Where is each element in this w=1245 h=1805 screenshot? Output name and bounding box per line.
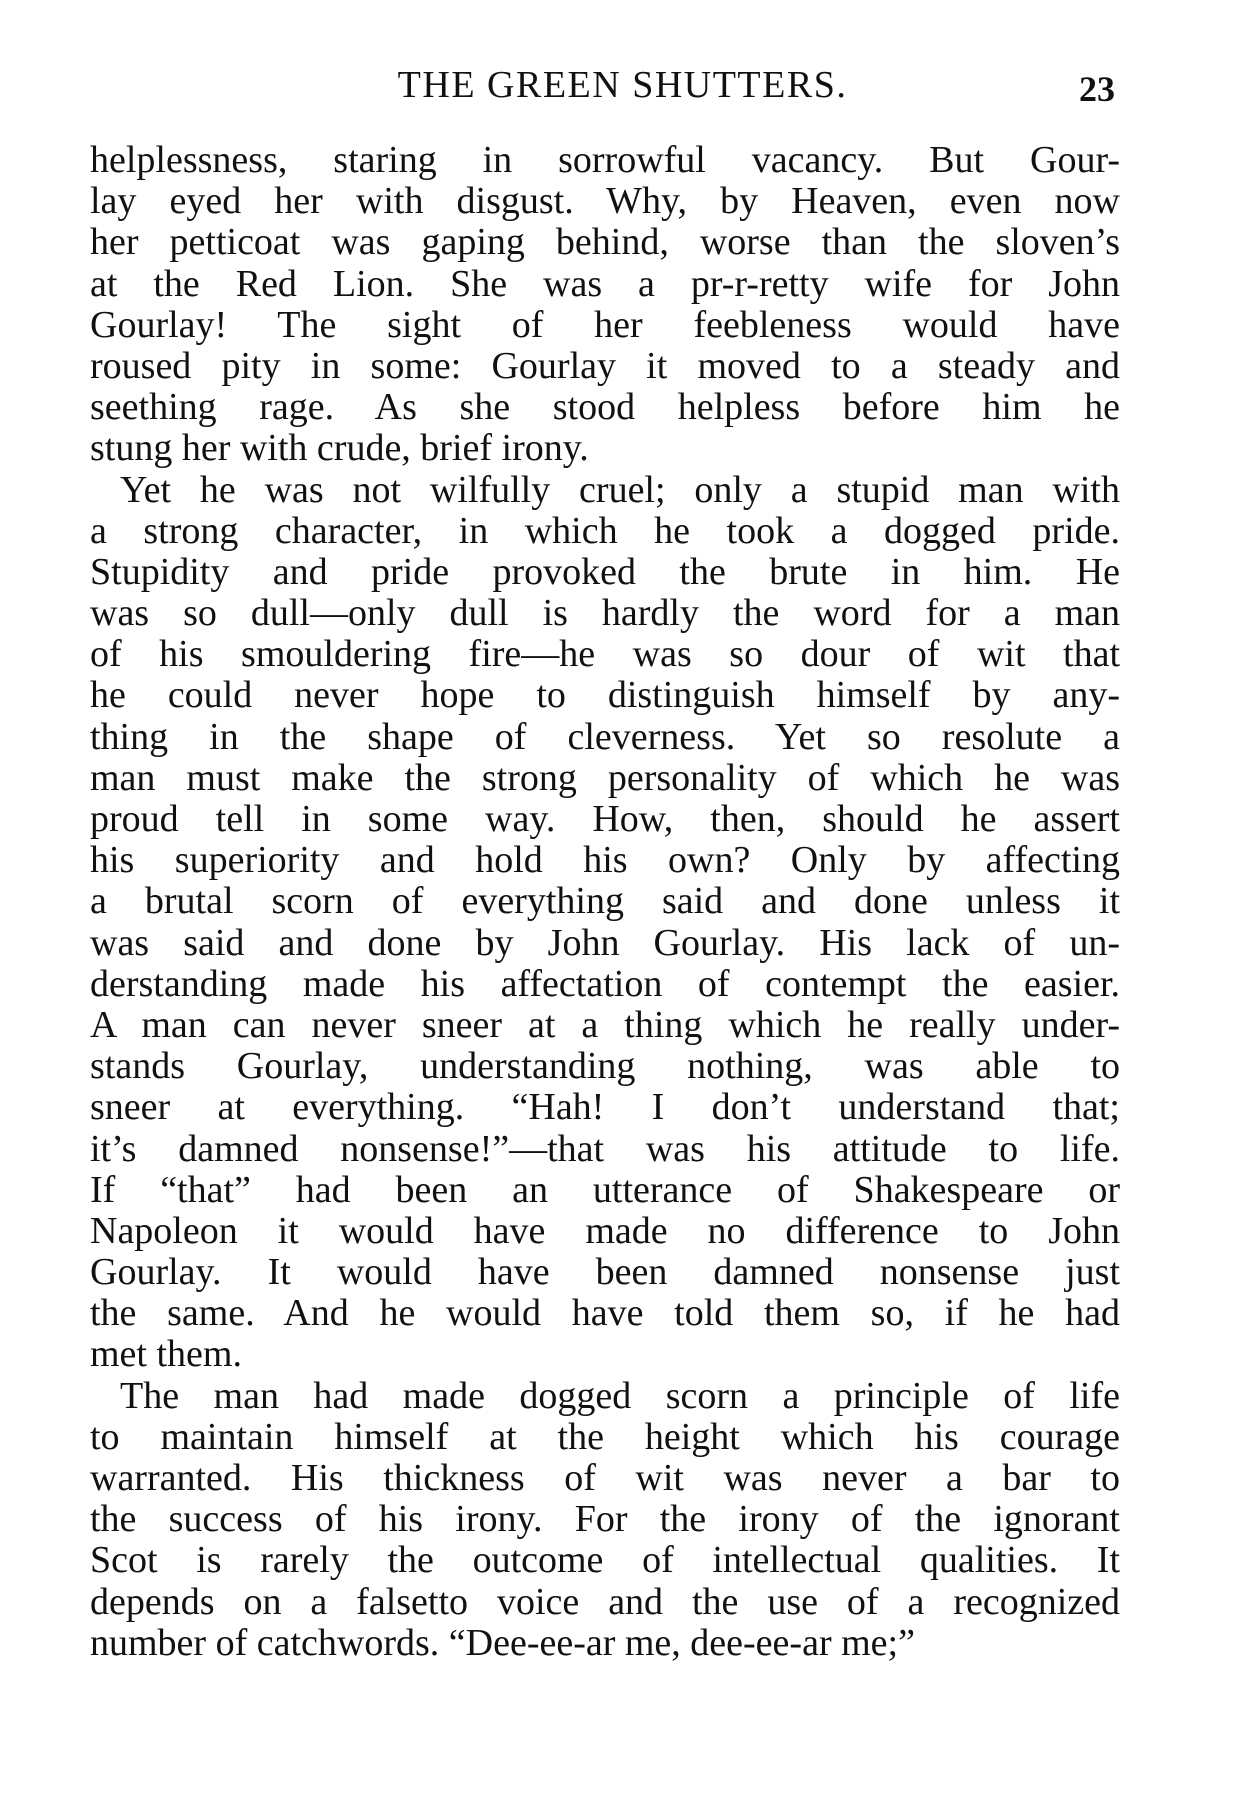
text-line: her petticoat was gaping behind, worse than the sloven’s: [90, 222, 1120, 264]
text-line: of his smouldering fire—he was so dour of wit that: [90, 634, 1120, 676]
text-line: thing in the shape of cleverness. Yet so resolute a: [90, 716, 1120, 758]
text-line: roused pity in some: Gourlay it moved to a steady and: [90, 345, 1120, 387]
body-text: [90, 140, 1120, 1664]
text-line: Gourlay. It would have been damned nonsense just: [90, 1252, 1120, 1294]
text-line: met them.: [90, 1334, 242, 1376]
text-line: the success of his irony. For the irony of the ignorant: [90, 1499, 1120, 1541]
text-line: was so dull—only dull is hardly the word for a man: [90, 593, 1120, 635]
text-line: sneer at everything. “Hah! I don’t understand that;: [90, 1087, 1120, 1129]
text-line: Stupidity and pride provoked the brute in him. He: [90, 551, 1120, 593]
text-line: seething rage. As she stood helpless before him he: [90, 387, 1120, 429]
text-line: was said and done by John Gourlay. His lack of un-: [90, 922, 1120, 964]
text-line: stands Gourlay, understanding nothing, was able to: [90, 1046, 1120, 1088]
text-line: a strong character, in which he took a dogged pride.: [90, 510, 1120, 552]
text-line: at the Red Lion. She was a pr-r-retty wife for John: [90, 263, 1120, 305]
text-line: the same. And he would have told them so, if he had: [90, 1293, 1120, 1335]
page-number: 23: [1079, 69, 1115, 109]
text-line: helplessness, staring in sorrowful vacancy. But Gour-: [90, 140, 1120, 181]
text-line: man must make the strong personality of which he was: [90, 757, 1120, 799]
text-line: it’s damned nonsense!”—that was his attitude to life.: [90, 1128, 1120, 1170]
running-head: [0, 60, 1245, 110]
text-line: Gourlay! The sight of her feebleness would have: [90, 304, 1120, 346]
text-line: Yet he was not wilfully cruel; only a stupid man with: [120, 469, 1120, 511]
text-line: A man can never sneer at a thing which he really under-: [90, 1004, 1120, 1046]
text-line: his superiority and hold his own? Only by affecting: [90, 840, 1120, 882]
text-line: Scot is rarely the outcome of intellectual qualities. It: [90, 1540, 1120, 1582]
text-line: The man had made dogged scorn a principle of life: [120, 1375, 1120, 1417]
text-line: Napoleon it would have made no difference to John: [90, 1210, 1120, 1252]
text-line: proud tell in some way. How, then, should he assert: [90, 799, 1120, 840]
text-line: he could never hope to distinguish himself by any-: [90, 675, 1120, 717]
text-line: lay eyed her with disgust. Why, by Heaven, even now: [90, 181, 1120, 223]
text-line: derstanding made his affectation of contempt the easier.: [90, 963, 1120, 1005]
text-line: to maintain himself at the height which his courage: [90, 1416, 1120, 1458]
text-line: warranted. His thickness of wit was never a bar to: [90, 1458, 1120, 1499]
running-title: THE GREEN SHUTTERS.: [397, 64, 848, 106]
text-line: a brutal scorn of everything said and done unless it: [90, 881, 1120, 923]
text-line: stung her with crude, brief irony.: [90, 428, 589, 470]
text-line: depends on a falsetto voice and the use of a recognized: [90, 1581, 1120, 1623]
text-line: number of catchwords. “Dee-ee-ar me, dee-ee-ar me;”: [90, 1622, 915, 1664]
text-line: If “that” had been an utterance of Shakespeare or: [90, 1169, 1120, 1211]
